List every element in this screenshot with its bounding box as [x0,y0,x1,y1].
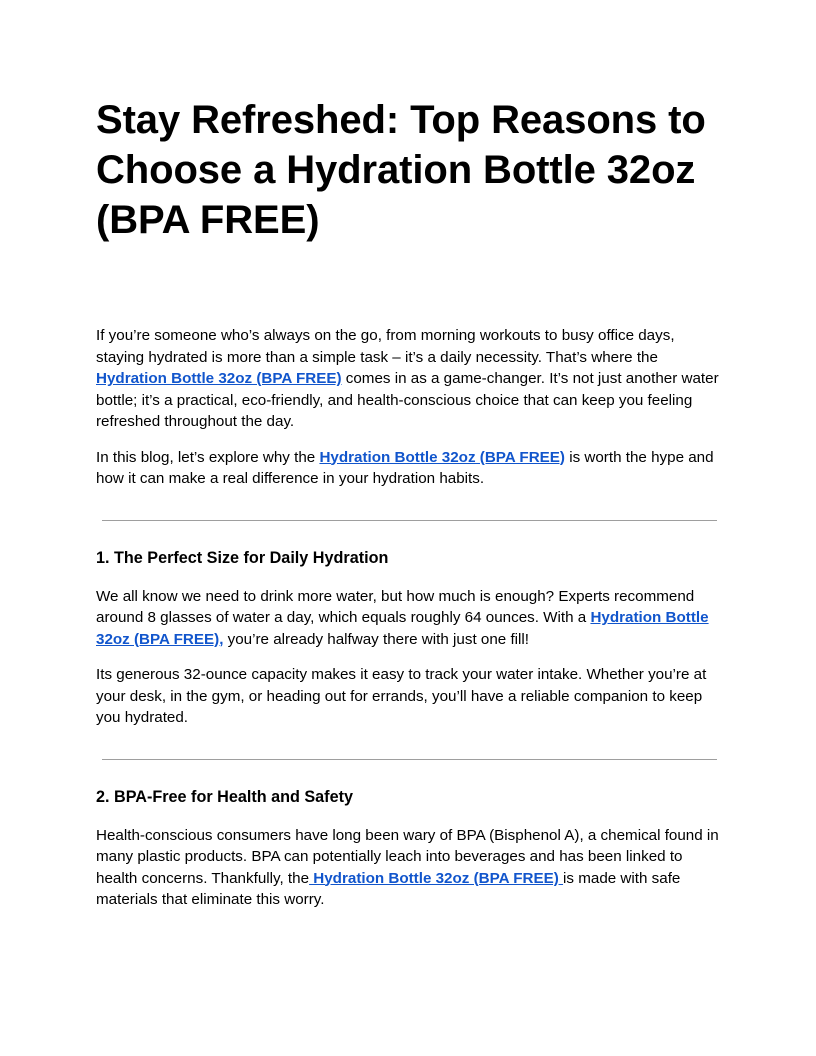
section-heading: 2. BPA-Free for Health and Safety [96,787,353,806]
section2-paragraph-1 [96,825,720,911]
intro-paragraph-1 [96,325,720,433]
section1-paragraph-1 [96,586,720,651]
body-text: you’re already halfway there with just one fill! [223,630,530,648]
intro-text: is worth the hype and how it can make a real difference in your hydration habits. [96,448,714,487]
section1-paragraph-2: Its generous 32-ounce capacity makes it easy to track your water intake. Whether you’re at your desk, in the gym, or heading out for errands, you’ll have a reliable companion to keep you hydrated. [96,666,707,726]
intro-text: comes in as a game-changer. It’s not just another water bottle; it’s a practical, eco-friendly, and health-conscious choice that can keep you feeling refreshed throughout the day. [96,370,719,430]
product-link[interactable]: Hydration Bottle 32oz (BPA FREE), [96,609,709,648]
page-title: Stay Refreshed: Top Reasons to Choose a Hydration Bottle 32oz (BPA FREE) [96,98,706,242]
product-link[interactable]: Hydration Bottle 32oz (BPA FREE) [309,869,564,887]
section-heading: 1. The Perfect Size for Daily Hydration [96,548,389,567]
intro-text: In this blog, let’s explore why the [96,448,320,466]
intro-text: If you’re someone who’s always on the go, from morning workouts to busy office days, staying hydrated is more than a simple task – it’s a daily necessity. That’s where the [96,327,675,366]
body-text: Health-conscious consumers have long been wary of BPA (Bisphenol A), a chemical found in many plastic products. BPA can potentially leach into beverages and has been linked to health concerns. Thankfully, the [96,826,719,887]
product-link[interactable]: Hydration Bottle 32oz (BPA FREE) [96,370,342,387]
intro-paragraph-2 [96,447,720,490]
document-body [96,95,720,911]
product-link[interactable]: Hydration Bottle 32oz (BPA FREE) [319,448,565,466]
body-text: We all know we need to drink more water, but how much is enough? Experts recommend around 8 glasses of water a day, which equals roughly 64 ounces. With a [96,587,695,626]
body-text: is made with safe materials that eliminate this worry. [96,869,681,908]
